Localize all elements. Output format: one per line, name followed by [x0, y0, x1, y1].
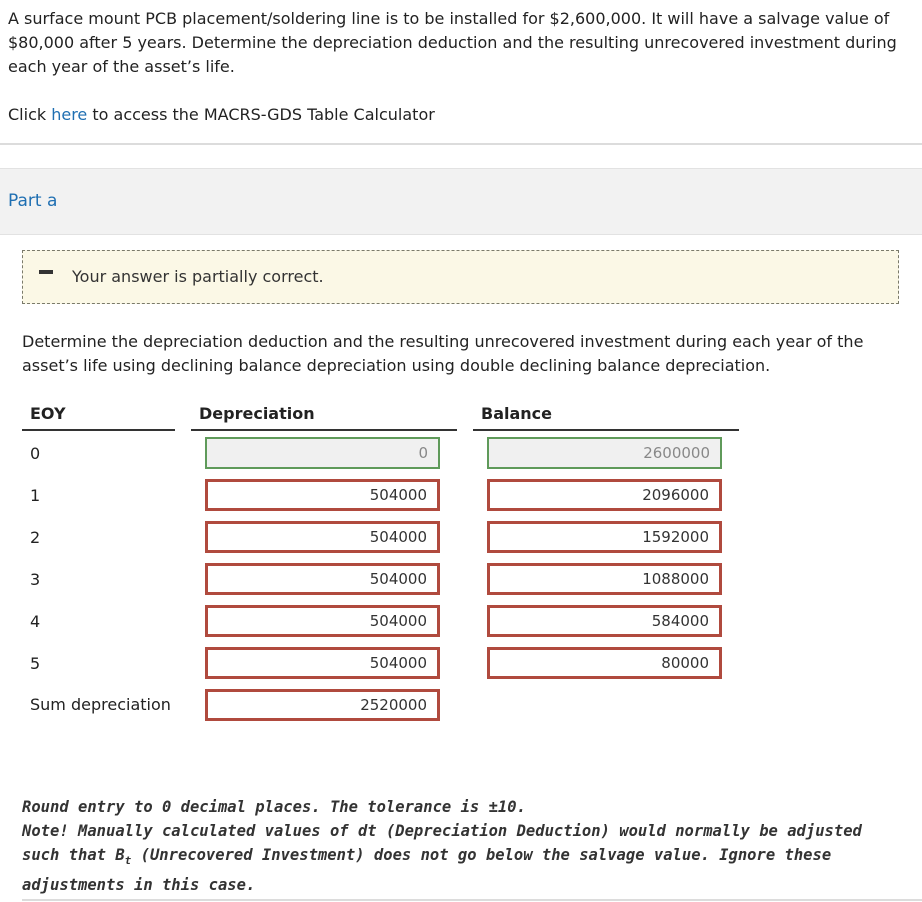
sum-depreciation-input[interactable]	[205, 689, 440, 721]
sum-depreciation-label: Sum depreciation	[30, 695, 171, 714]
eoy-label-1: 1	[30, 486, 41, 505]
part-header[interactable]	[0, 168, 922, 235]
depreciation-input-4[interactable]	[205, 605, 440, 637]
balance-input-3[interactable]	[487, 563, 722, 595]
calc-prefix: Click	[8, 105, 52, 124]
eoy-label-0: 0	[30, 444, 41, 463]
balance-input-2[interactable]	[487, 521, 722, 553]
depreciation-input-5[interactable]	[205, 647, 440, 679]
instructions-text: Determine the depreciation deduction and the resulting unrecovered investment during each year of the asset’s life using declining balance depreciation using double declining balance depreciation.	[22, 332, 864, 375]
eoy-label-3: 3	[30, 570, 41, 589]
depreciation-input-0[interactable]	[205, 437, 440, 469]
depreciation-input-1[interactable]	[205, 479, 440, 511]
partial-correct-icon	[39, 270, 53, 274]
note-line-2a: Note! Manually calculated values of dt (Depreciation Deduction) would normally be adjusted such that B	[22, 822, 862, 864]
header-depreciation: Depreciation	[191, 404, 457, 431]
note-line-2b: (Unrecovered Investment) does not go below the salvage value. Ignore these adjustments in this case.	[22, 846, 832, 895]
calculator-line	[8, 103, 435, 127]
balance-input-4[interactable]	[487, 605, 722, 637]
part-title[interactable]: Part a	[8, 191, 58, 211]
feedback-box	[22, 250, 899, 304]
top-separator	[0, 143, 922, 145]
note-line-1: Round entry to 0 decimal places. The tolerance is ±10.	[22, 798, 526, 816]
eoy-label-5: 5	[30, 654, 41, 673]
eoy-label-4: 4	[30, 612, 41, 631]
rounding-note	[22, 795, 902, 897]
calc-suffix: to access the MACRS-GDS Table Calculator	[87, 105, 435, 124]
balance-input-5[interactable]	[487, 647, 722, 679]
depreciation-input-2[interactable]	[205, 521, 440, 553]
balance-input-0[interactable]	[487, 437, 722, 469]
calculator-link[interactable]: here	[51, 105, 88, 124]
note-subscript: t	[124, 854, 132, 868]
feedback-message: Your answer is partially correct.	[72, 267, 324, 286]
header-eoy: EOY	[22, 404, 175, 431]
bottom-separator	[22, 899, 922, 901]
header-balance: Balance	[473, 404, 739, 431]
question-text: A surface mount PCB placement/soldering line is to be installed for $2,600,000. It will have a salvage value of $80,000 after 5 years. Determine the depreciation deduction and the resulting unrecovered investment during each year of the asset’s life.	[8, 9, 897, 76]
balance-input-1[interactable]	[487, 479, 722, 511]
eoy-label-2: 2	[30, 528, 41, 547]
depreciation-input-3[interactable]	[205, 563, 440, 595]
